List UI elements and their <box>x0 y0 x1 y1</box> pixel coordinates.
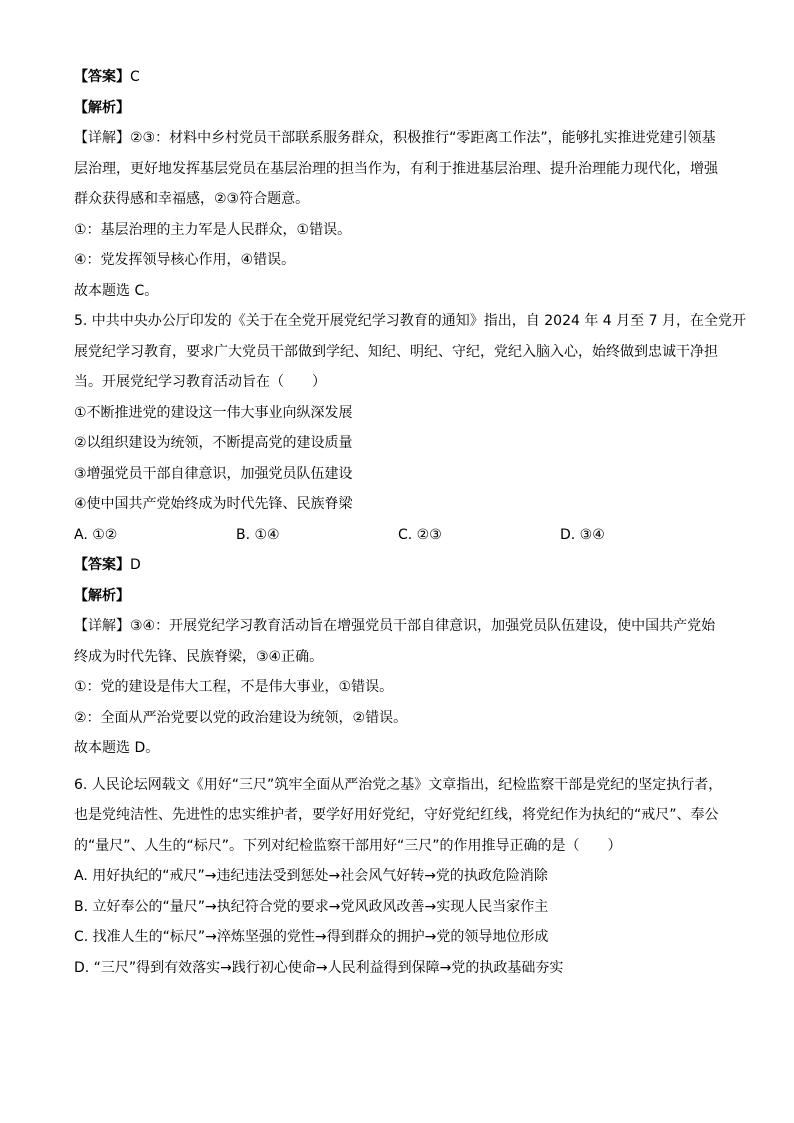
answer-tag: 【答案】 <box>74 557 130 573</box>
q4-answer <box>74 62 724 93</box>
q5-stem-line-2: 展党纪学习教育，要求广大党员干部做到学纪、知纪、明纪、守纪，党纪入脑入心，始终做到忠诚干净担 <box>74 343 718 360</box>
q6-stem-line-2: 也是党纯洁性、先进性的忠实维护者，要学好用好党纪，守好党纪红线，将党纪作为执纪的“戒尺”、奉公 <box>74 807 719 823</box>
document-page <box>74 62 746 983</box>
q5-answer <box>74 550 724 581</box>
q5-option-c: C. ②③ <box>398 526 442 543</box>
q5-option-d: D. ③④ <box>560 526 605 543</box>
q5-options <box>74 520 724 551</box>
q6-stem-line-1: 6. 人民论坛网载文《用好“三尺”筑牢全面从严治党之基》文章指出，纪检监察干部是党纪的坚定执行者， <box>74 776 723 793</box>
q5-stem-line-3: 当。开展党纪学习教育活动旨在（ ） <box>74 374 326 390</box>
q5-item-1: ①不断推进党的建设这一伟大事业向纵深发展 <box>74 404 353 421</box>
q4-detail-line-3: 群众获得感和幸福感，②③符合题意。 <box>74 191 310 207</box>
q4-detail-line-1: 【详解】②③：材料中乡村党员干部联系服务群众，积极推行“零距离工作法”，能够扎实推进党建引领基 <box>74 130 716 146</box>
q5-detail-line-4: ②：全面从严治党要以党的政治建设为统领，②错误。 <box>74 709 408 726</box>
answer-tag: 【答案】 <box>74 69 130 85</box>
q5-item-2: ②以组织建设为统领，不断提高党的建设质量 <box>74 435 353 451</box>
q6-option-b: B. 立好奉公的“量尺”→执纪符合党的要求→党风政风改善→实现人民当家作主 <box>74 898 549 915</box>
q4-detail-line-5: ④：党发挥领导核心作用，④错误。 <box>74 252 296 268</box>
q5-option-a: A. ①② <box>74 526 118 543</box>
q5-stem-line-1: 5. 中共中央办公厅印发的《关于在全党开展党纪学习教育的通知》指出，自 2024 年 4 月至 7 月，在全党开 <box>74 313 746 329</box>
q5-item-4: ④使中国共产党始终成为时代先锋、民族脊梁 <box>74 496 353 512</box>
q6-option-c: C. 找准人生的“标尺”→淬炼坚强的党性→得到群众的拥护→党的领导地位形成 <box>74 929 549 945</box>
answer-value: D <box>130 557 141 573</box>
q5-item-3: ③增强党员干部自律意识，加强党员队伍建设 <box>74 465 353 482</box>
answer-value: C <box>130 69 140 85</box>
q4-detail-line-2: 层治理，更好地发挥基层党员在基层治理的担当作为，有利于推进基层治理、提升治理能力现代化，增强 <box>74 160 718 177</box>
q5-detail-line-2: 终成为时代先锋、民族脊梁，③④正确。 <box>74 648 324 665</box>
q5-option-b: B. ①④ <box>236 526 280 543</box>
q6-option-a: A. 用好执纪的“戒尺”→违纪违法受到惩处→社会风气好转→党的执政危险消除 <box>74 868 548 884</box>
q5-detail-line-1: 【详解】③④：开展党纪学习教育活动旨在增强党员干部自律意识，加强党员队伍建设，使中国共产党始 <box>74 618 716 634</box>
q6-stem-line-3: 的“量尺”、人生的“标尺”。下列对纪检监察干部用好“三尺”的作用推导正确的是（ ） <box>74 837 622 854</box>
q6-option-d: D. “三尺”得到有效落实→践行初心使命→人民利益得到保障→党的执政基础夯实 <box>74 959 564 976</box>
q4-analysis-tag: 【解析】 <box>74 99 130 116</box>
q5-detail-line-3: ①：党的建设是伟大工程，不是伟大事业，①错误。 <box>74 679 394 695</box>
q4-conclusion: 故本题选 C。 <box>74 282 159 299</box>
q5-conclusion: 故本题选 D。 <box>74 740 160 756</box>
q4-detail-line-4: ①：基层治理的主力军是人民群众，①错误。 <box>74 221 352 238</box>
q5-analysis-tag: 【解析】 <box>74 587 130 604</box>
